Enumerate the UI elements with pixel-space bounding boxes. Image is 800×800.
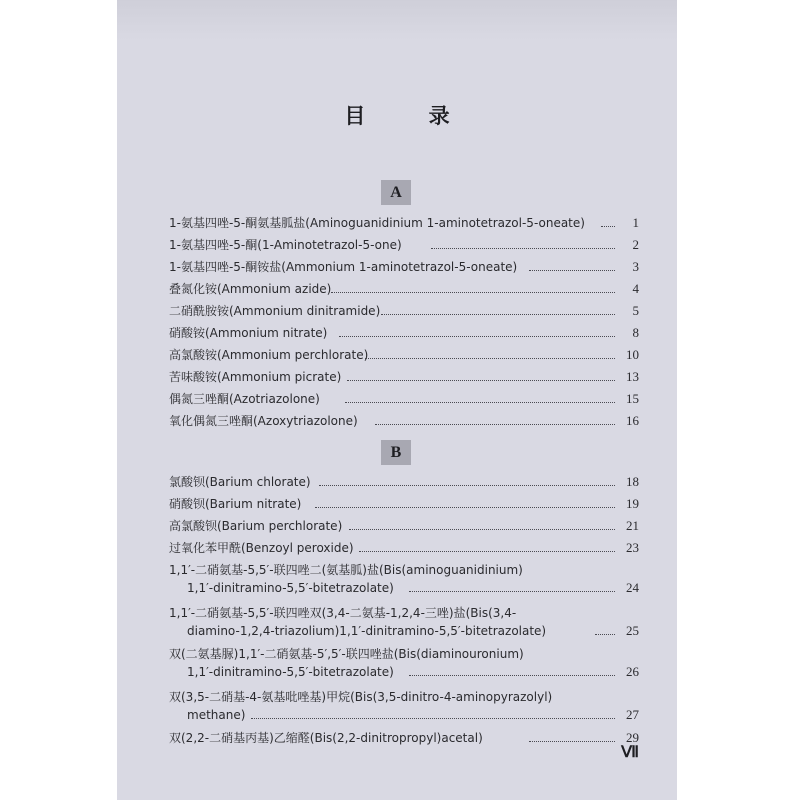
section-header-b: B	[381, 440, 411, 465]
toc-entry[interactable]	[169, 561, 639, 579]
dot-leader	[365, 358, 615, 359]
dot-leader	[345, 402, 615, 403]
toc-entry[interactable]	[169, 729, 639, 747]
entry-title: 二硝酰胺铵(Ammonium dinitramide)	[169, 304, 381, 318]
dot-leader	[409, 591, 615, 592]
entry-title: 双(二氨基脲)1,1′-二硝氨基-5′,5′-联四唑盐(Bis(diaminouronium)	[169, 647, 524, 661]
toc-entry[interactable]	[169, 280, 639, 298]
toc-entry[interactable]	[169, 258, 639, 276]
entry-page: 13	[626, 369, 639, 384]
entry-title: 偶氮三唑酮(Azotriazolone)	[169, 392, 320, 406]
toc-entry-continuation[interactable]	[169, 663, 639, 681]
toc-entry[interactable]	[169, 302, 639, 320]
dot-leader	[319, 485, 615, 486]
entry-title: 1-氨基四唑-5-酮铵盐(Ammonium 1-aminotetrazol-5-oneate)	[169, 260, 518, 274]
entry-page: 5	[632, 303, 639, 318]
toc-entry[interactable]	[169, 368, 639, 386]
toc-entry[interactable]	[169, 645, 639, 663]
page-folio: Ⅶ	[621, 744, 639, 761]
toc-entry[interactable]	[169, 517, 639, 535]
entry-title: 高氯酸钡(Barium perchlorate)	[169, 519, 343, 533]
dot-leader	[431, 248, 615, 249]
page-shadow	[117, 0, 677, 40]
entry-title: 硝酸铵(Ammonium nitrate)	[169, 326, 328, 340]
toc-entry[interactable]	[169, 604, 639, 622]
page-title: 目 录	[344, 104, 478, 128]
toc-entry[interactable]	[169, 324, 639, 342]
toc-entry[interactable]	[169, 412, 639, 430]
dot-leader	[349, 529, 615, 530]
toc-entry-continuation[interactable]	[169, 579, 639, 597]
dot-leader	[409, 675, 615, 676]
dot-leader	[347, 380, 615, 381]
toc-entry-continuation[interactable]	[169, 706, 639, 724]
entry-title: 高氯酸铵(Ammonium perchlorate)	[169, 348, 369, 362]
entry-title-continuation: diamino-1,2,4-triazolium)1,1′-dinitramino-5,5′-bitetrazolate)	[187, 624, 547, 638]
toc-entry[interactable]	[169, 346, 639, 364]
entry-page: 1	[632, 215, 639, 230]
toc-entry[interactable]	[169, 214, 639, 232]
entry-title: 1-氨基四唑-5-酮氨基胍盐(Aminoguanidinium 1-aminotetrazol-5-oneate)	[169, 216, 585, 230]
dot-leader	[595, 634, 615, 635]
entry-page: 10	[626, 347, 639, 362]
entry-title: 过氧化苯甲酰(Benzoyl peroxide)	[169, 541, 354, 555]
entry-title-continuation: 1,1′-dinitramino-5,5′-bitetrazolate)	[187, 581, 394, 595]
entry-page: 29	[626, 730, 639, 745]
entry-page: 16	[626, 413, 639, 428]
dot-leader	[315, 507, 615, 508]
dot-leader	[529, 741, 615, 742]
entry-page: 2	[632, 237, 639, 252]
entry-page: 18	[626, 474, 639, 489]
book-page	[117, 0, 677, 800]
section-header-a: A	[381, 180, 411, 205]
entry-title: 1,1′-二硝氨基-5,5′-联四唑二(氨基胍)盐(Bis(aminoguanidinium)	[169, 563, 523, 577]
entry-page: 27	[626, 707, 639, 722]
entry-page: 19	[626, 496, 639, 511]
entry-title: 双(3,5-二硝基-4-氨基吡唑基)甲烷(Bis(3,5-dinitro-4-aminopyrazolyl)	[169, 690, 553, 704]
entry-page: 8	[632, 325, 639, 340]
toc-entry[interactable]	[169, 236, 639, 254]
dot-leader	[339, 336, 615, 337]
entry-page: 15	[626, 391, 639, 406]
entry-title: 硝酸钡(Barium nitrate)	[169, 497, 302, 511]
toc-entry[interactable]	[169, 539, 639, 557]
entry-title: 1,1′-二硝氨基-5,5′-联四唑双(3,4-二氨基-1,2,4-三唑)盐(Bis(3,4-	[169, 606, 517, 620]
entry-title: 1-氨基四唑-5-酮(1-Aminotetrazol-5-one)	[169, 238, 402, 252]
dot-leader	[251, 718, 615, 719]
entry-title: 氯酸钡(Barium chlorate)	[169, 475, 311, 489]
entry-page: 26	[626, 664, 639, 679]
toc-entry[interactable]	[169, 390, 639, 408]
entry-page: 3	[632, 259, 639, 274]
entry-page: 21	[626, 518, 639, 533]
toc-entry[interactable]	[169, 473, 639, 491]
dot-leader	[331, 292, 615, 293]
toc-entry[interactable]	[169, 495, 639, 513]
entry-title: 双(2,2-二硝基丙基)乙缩醛(Bis(2,2-dinitropropyl)acetal)	[169, 731, 483, 745]
dot-leader	[375, 424, 615, 425]
entry-page: 24	[626, 580, 639, 595]
entry-title: 氧化偶氮三唑酮(Azoxytriazolone)	[169, 414, 358, 428]
entry-page: 25	[626, 623, 639, 638]
entry-title-continuation: 1,1′-dinitramino-5,5′-bitetrazolate)	[187, 665, 394, 679]
dot-leader	[529, 270, 615, 271]
entry-page: 23	[626, 540, 639, 555]
entry-title: 苦味酸铵(Ammonium picrate)	[169, 370, 342, 384]
dot-leader	[601, 226, 615, 227]
dot-leader	[359, 551, 615, 552]
entry-title: 叠氮化铵(Ammonium azide)	[169, 282, 332, 296]
dot-leader	[381, 314, 615, 315]
toc-entry[interactable]	[169, 688, 639, 706]
toc-entry-continuation[interactable]	[169, 622, 639, 640]
entry-page: 4	[632, 281, 639, 296]
entry-title-continuation: methane)	[187, 708, 246, 722]
